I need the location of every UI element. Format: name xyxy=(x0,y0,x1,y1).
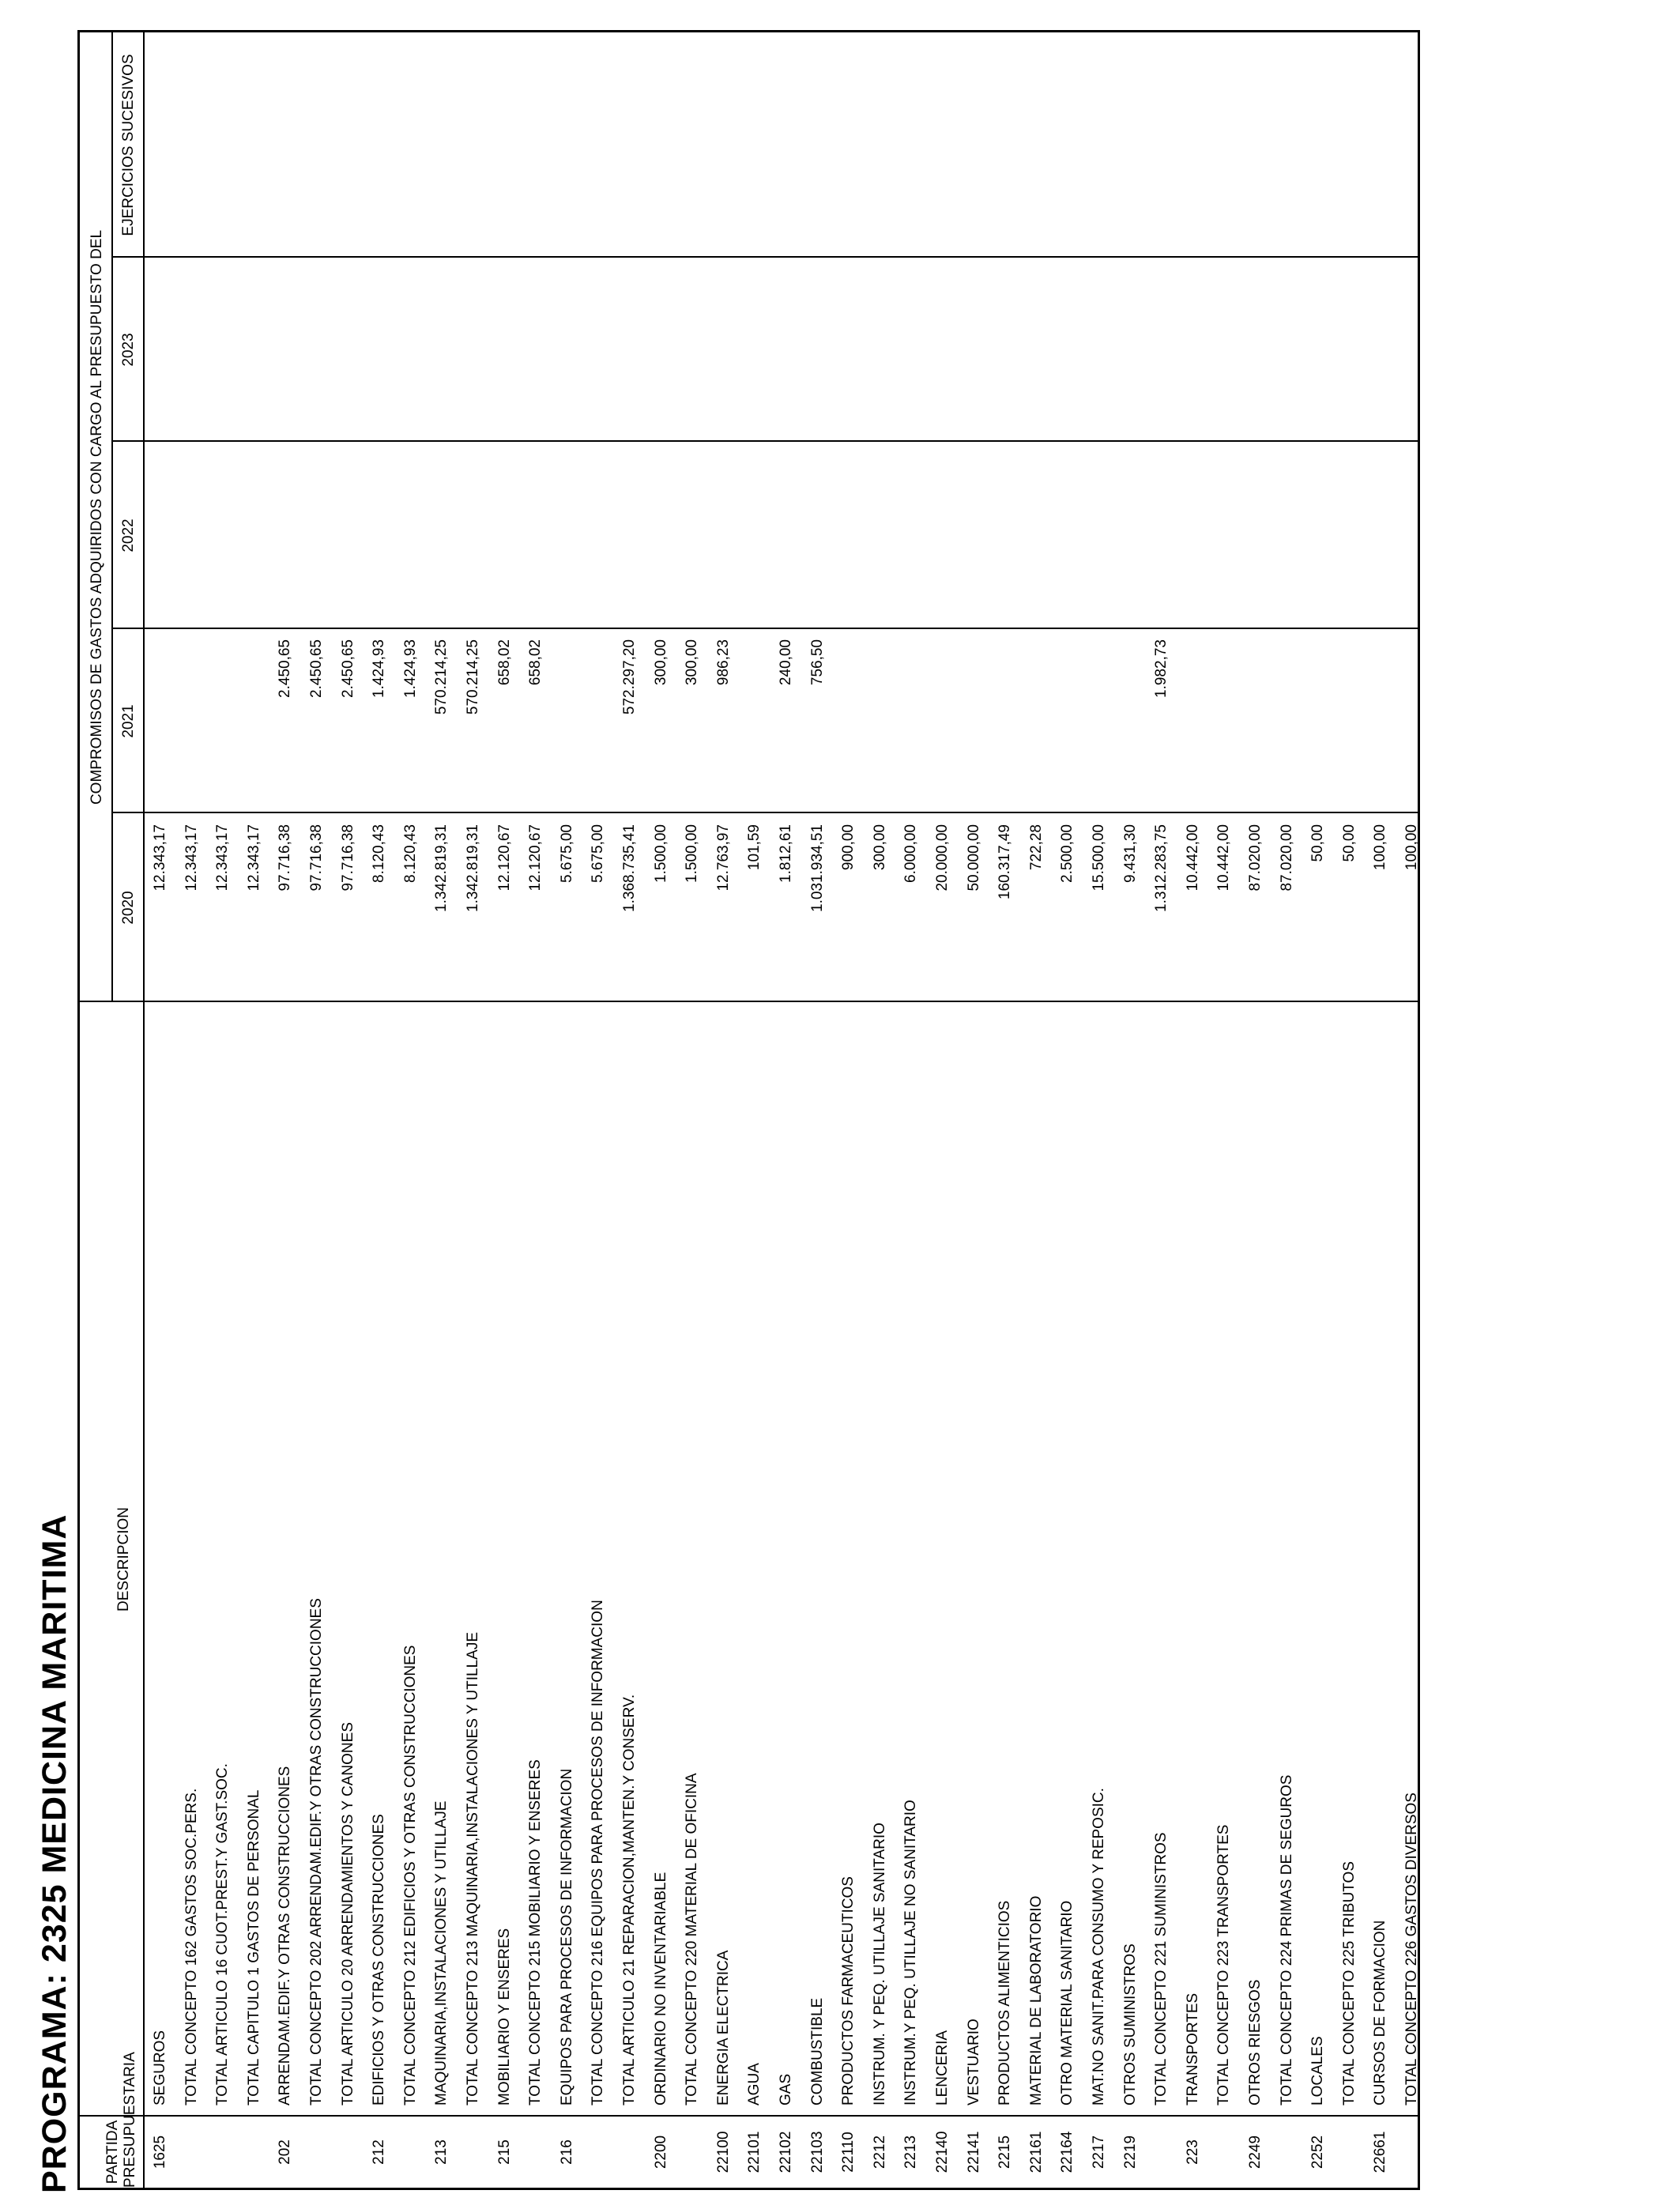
value-2020-cell: 50,00 xyxy=(1309,824,1326,862)
value-2020-cell: 1.368.735,41 xyxy=(621,824,638,912)
descripcion-cell: EQUIPOS PARA PROCESOS DE INFORMACION xyxy=(559,1768,575,2105)
value-2020-cell: 160.317,49 xyxy=(996,824,1013,900)
header-ejercicios-sucesivos: EJERCICIOS SUCESIVOS xyxy=(120,54,137,236)
descripcion-cell: CURSOS DE FORMACION xyxy=(1372,1920,1388,2105)
divider-header-bottom xyxy=(143,32,145,2188)
value-2021-cell: 1.424,93 xyxy=(402,639,419,698)
value-2020-cell: 100,00 xyxy=(1372,824,1388,871)
value-2021-cell: 2.450,65 xyxy=(308,639,325,698)
partida-cell: 223 xyxy=(1185,2139,1201,2165)
descripcion-cell: TOTAL ARTICULO 16 CUOT.PREST.Y GAST.SOC. xyxy=(214,1763,231,2105)
partida-cell: 2215 xyxy=(996,2135,1013,2169)
partida-cell: 22110 xyxy=(840,2132,857,2173)
descripcion-cell: TOTAL ARTICULO 21 REPARACION,MANTEN.Y CONSERV. xyxy=(621,1694,638,2105)
value-2021-cell: 658,02 xyxy=(527,639,544,686)
value-2021-cell: 2.450,65 xyxy=(277,639,293,698)
value-2020-cell: 101,59 xyxy=(746,824,763,871)
header-year-2022: 2022 xyxy=(120,518,137,552)
value-2021-cell: 2.450,65 xyxy=(340,639,356,698)
value-2020-cell: 97.716,38 xyxy=(308,824,325,892)
descripcion-cell: TOTAL CONCEPTO 212 EDIFICIOS Y OTRAS CONSTRUCCIONES xyxy=(402,1645,419,2105)
value-2020-cell: 87.020,00 xyxy=(1247,824,1264,892)
value-2020-cell: 100,00 xyxy=(1403,824,1420,871)
value-2020-cell: 97.716,38 xyxy=(277,824,293,892)
descripcion-cell: TOTAL CONCEPTO 226 GASTOS DIVERSOS xyxy=(1403,1793,1420,2105)
partida-cell: 22141 xyxy=(966,2131,982,2173)
value-2020-cell: 1.342.819,31 xyxy=(433,824,450,912)
descripcion-cell: AGUA xyxy=(746,2063,763,2105)
descripcion-cell: PRODUCTOS FARMACEUTICOS xyxy=(840,1876,857,2105)
descripcion-cell: MATERIAL DE LABORATORIO xyxy=(1028,1895,1045,2105)
descripcion-cell: SEGUROS xyxy=(152,2030,168,2105)
value-2021-cell: 756,50 xyxy=(809,639,826,686)
value-2020-cell: 20.000,00 xyxy=(934,824,951,892)
value-2020-cell: 2.500,00 xyxy=(1059,824,1075,883)
partida-cell: 2217 xyxy=(1090,2135,1107,2169)
partida-cell: 2219 xyxy=(1122,2135,1139,2169)
divider-2022 xyxy=(113,440,1418,442)
partida-cell: 213 xyxy=(433,2139,450,2165)
descripcion-cell: COMBUSTIBLE xyxy=(809,1997,826,2105)
header-descripcion: DESCRIPCION xyxy=(115,1507,132,1612)
divider-2023 xyxy=(113,256,1418,258)
value-2021-cell: 986,23 xyxy=(715,639,732,686)
value-2020-cell: 12.120,67 xyxy=(496,824,513,892)
value-2020-cell: 300,00 xyxy=(872,824,888,871)
descripcion-cell: LOCALES xyxy=(1309,2036,1326,2105)
partida-cell: 22101 xyxy=(746,2131,763,2173)
descripcion-cell: GAS xyxy=(778,2073,794,2105)
header-year-2020: 2020 xyxy=(120,891,137,925)
value-2020-cell: 12.343,17 xyxy=(246,824,262,892)
page-title: PROGRAMA: 2325 MEDICINA MARITIMA xyxy=(36,1514,73,2193)
partida-cell: 22103 xyxy=(809,2131,826,2173)
partida-cell: 212 xyxy=(371,2139,387,2165)
value-2020-cell: 8.120,43 xyxy=(371,824,387,883)
partida-cell: 22140 xyxy=(934,2131,951,2173)
descripcion-cell: LENCERIA xyxy=(934,2030,951,2105)
descripcion-cell: INSTRUM. Y PEQ. UTILLAJE SANITARIO xyxy=(872,1823,888,2105)
header-year-2023: 2023 xyxy=(120,333,137,367)
value-2020-cell: 12.120,67 xyxy=(527,824,544,892)
descripcion-cell: OTROS RIESGOS xyxy=(1247,1979,1264,2105)
descripcion-cell: OTROS SUMINISTROS xyxy=(1122,1943,1139,2105)
partida-cell: 22102 xyxy=(778,2131,794,2173)
value-2020-cell: 10.442,00 xyxy=(1215,824,1232,892)
descripcion-cell: TOTAL CAPITULO 1 GASTOS DE PERSONAL xyxy=(246,1789,262,2105)
value-2021-cell: 570.214,25 xyxy=(433,639,450,715)
commitments-table xyxy=(77,30,1420,2190)
header-partida-line1: PARTIDA xyxy=(104,2120,121,2185)
descripcion-cell: TOTAL CONCEPTO 225 TRIBUTOS xyxy=(1341,1860,1358,2105)
descripcion-cell: TOTAL ARTICULO 20 ARRENDAMIENTOS Y CANONES xyxy=(340,1722,356,2105)
partida-cell: 2249 xyxy=(1247,2135,1264,2169)
value-2020-cell: 722,28 xyxy=(1028,824,1045,871)
value-2020-cell: 50.000,00 xyxy=(966,824,982,892)
partida-cell: 2252 xyxy=(1309,2135,1326,2169)
value-2020-cell: 50,00 xyxy=(1341,824,1358,862)
value-2021-cell: 572.297,20 xyxy=(621,639,638,715)
descripcion-cell: MAT.NO SANIT.PARA CONSUMO Y REPOSIC. xyxy=(1090,1788,1107,2105)
value-2020-cell: 97.716,38 xyxy=(340,824,356,892)
partida-cell: 1625 xyxy=(152,2135,168,2169)
descripcion-cell: EDIFICIOS Y OTRAS CONSTRUCCIONES xyxy=(371,1814,387,2105)
value-2021-cell: 240,00 xyxy=(778,639,794,686)
value-2020-cell: 87.020,00 xyxy=(1279,824,1295,892)
value-2020-cell: 5.675,00 xyxy=(590,824,606,883)
header-year-2021: 2021 xyxy=(120,704,137,738)
value-2021-cell: 1.424,93 xyxy=(371,639,387,698)
descripcion-cell: INSTRUM.Y PEQ. UTILLAJE NO SANITARIO xyxy=(902,1800,919,2105)
header-group: COMPROMISOS DE GASTOS ADQUIRIDOS CON CARGO AL PRESUPUESTO DEL xyxy=(89,229,105,805)
value-2021-cell: 1.982,73 xyxy=(1153,639,1170,698)
descripcion-cell: OTRO MATERIAL SANITARIO xyxy=(1059,1900,1075,2105)
value-2020-cell: 12.343,17 xyxy=(183,824,200,892)
value-2020-cell: 12.343,17 xyxy=(214,824,231,892)
value-2020-cell: 1.312.283,75 xyxy=(1153,824,1170,912)
value-2020-cell: 1.812,61 xyxy=(778,824,794,883)
descripcion-cell: MOBILIARIO Y ENSERES xyxy=(496,1928,513,2105)
descripcion-cell: VESTUARIO xyxy=(966,2019,982,2105)
descripcion-cell: PRODUCTOS ALIMENTICIOS xyxy=(996,1900,1013,2105)
value-2020-cell: 1.342.819,31 xyxy=(465,824,481,912)
value-2021-cell: 300,00 xyxy=(684,639,700,686)
value-2020-cell: 10.442,00 xyxy=(1185,824,1201,892)
descripcion-cell: TOTAL CONCEPTO 215 MOBILIARIO Y ENSERES xyxy=(527,1759,544,2105)
value-2020-cell: 900,00 xyxy=(840,824,857,871)
value-2021-cell: 570.214,25 xyxy=(465,639,481,715)
descripcion-cell: ARRENDAM.EDIF.Y OTRAS CONSTRUCCIONES xyxy=(277,1766,293,2105)
partida-cell: 22161 xyxy=(1028,2131,1045,2173)
descripcion-cell: TOTAL CONCEPTO 220 MATERIAL DE OFICINA xyxy=(684,1773,700,2105)
descripcion-cell: TOTAL CONCEPTO 221 SUMINISTROS xyxy=(1153,1832,1170,2105)
value-2021-cell: 658,02 xyxy=(496,639,513,686)
partida-cell: 2212 xyxy=(872,2135,888,2169)
descripcion-cell: TOTAL CONCEPTO 202 ARRENDAM.EDIF.Y OTRAS CONSTRUCCIONES xyxy=(308,1598,325,2105)
value-2020-cell: 12.343,17 xyxy=(152,824,168,892)
partida-cell: 202 xyxy=(277,2139,293,2165)
divider-group-header xyxy=(111,32,113,1002)
partida-cell: 216 xyxy=(559,2139,575,2165)
value-2021-cell: 300,00 xyxy=(653,639,669,686)
descripcion-cell: TOTAL CONCEPTO 213 MAQUINARIA,INSTALACIONES Y UTILLAJE xyxy=(465,1631,481,2105)
value-2020-cell: 8.120,43 xyxy=(402,824,419,883)
partida-cell: 2200 xyxy=(653,2135,669,2169)
divider-2021 xyxy=(113,628,1418,629)
descripcion-cell: ORDINARIO NO INVENTARIABLE xyxy=(653,1872,669,2105)
value-2020-cell: 9.431,30 xyxy=(1122,824,1139,883)
value-2020-cell: 1.500,00 xyxy=(653,824,669,883)
value-2020-cell: 12.763,97 xyxy=(715,824,732,892)
value-2020-cell: 6.000,00 xyxy=(902,824,919,883)
header-partida-line2: PRESUPUESTARIA xyxy=(122,2052,138,2188)
partida-cell: 2213 xyxy=(902,2135,919,2169)
descripcion-cell: TOTAL CONCEPTO 223 TRANSPORTES xyxy=(1215,1824,1232,2105)
partida-cell: 22164 xyxy=(1059,2131,1075,2173)
descripcion-cell: TOTAL CONCEPTO 216 EQUIPOS PARA PROCESOS DE INFORMACION xyxy=(590,1600,606,2105)
value-2020-cell: 15.500,00 xyxy=(1090,824,1107,892)
partida-cell: 215 xyxy=(496,2139,513,2165)
value-2020-cell: 1.031.934,51 xyxy=(809,824,826,912)
descripcion-cell: ENERGIA ELECTRICA xyxy=(715,1950,732,2105)
partida-cell: 22100 xyxy=(715,2131,732,2173)
descripcion-cell: TRANSPORTES xyxy=(1185,1992,1201,2105)
descripcion-cell: TOTAL CONCEPTO 162 GASTOS SOC.PERS. xyxy=(183,1788,200,2105)
value-2020-cell: 1.500,00 xyxy=(684,824,700,883)
value-2020-cell: 5.675,00 xyxy=(559,824,575,883)
descripcion-cell: MAQUINARIA,INSTALACIONES Y UTILLAJE xyxy=(433,1800,450,2105)
partida-cell: 22661 xyxy=(1372,2131,1388,2173)
descripcion-cell: TOTAL CONCEPTO 224 PRIMAS DE SEGUROS xyxy=(1279,1774,1295,2105)
